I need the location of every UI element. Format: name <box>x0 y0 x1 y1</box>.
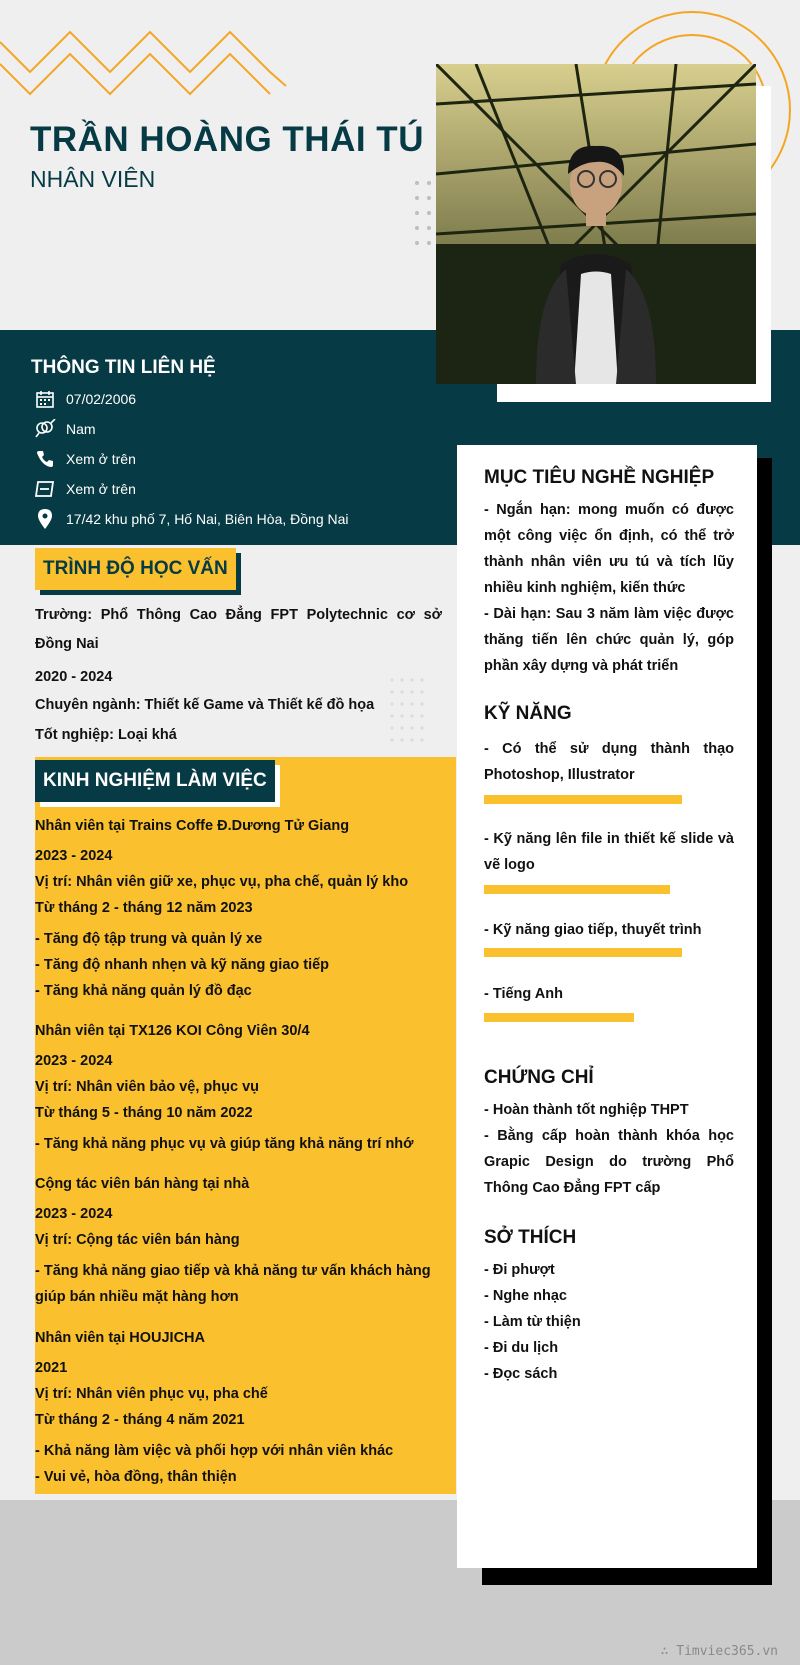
job-point: - Tăng khả năng giao tiếp và khả năng tư vấn khách hàng giúp bán nhiều mặt hàng hơn <box>35 1263 431 1305</box>
watermark-text: Timviec365.vn <box>676 1644 778 1659</box>
skill-text: - Tiếng Anh <box>484 986 563 1002</box>
job-years: 2023 - 2024 <box>35 1206 113 1222</box>
certificate-item: - Hoàn thành tốt nghiệp THPT <box>484 1102 689 1118</box>
experience-job-3 <box>35 1171 450 1310</box>
contact-phone-text: Xem ở trên <box>66 451 136 467</box>
education-major: Chuyên ngành: Thiết kế Game và Thiết kế đồ họa <box>35 697 375 713</box>
hobby-item: - Nghe nhạc <box>484 1288 567 1304</box>
gender-icon <box>34 418 56 440</box>
zigzag-decoration <box>0 30 290 102</box>
experience-job-4 <box>35 1325 450 1490</box>
hobbies-section <box>484 1227 734 1387</box>
skills-title-wrap <box>484 703 734 725</box>
contact-gender <box>34 416 454 442</box>
certificates-title: CHỨNG CHỈ <box>484 1067 594 1088</box>
email-icon <box>34 478 56 500</box>
skill-bar-1 <box>484 795 682 804</box>
objective-long-term: - Dài hạn: Sau 3 năm làm việc được thăng tiến lên chức quản lý, góp phần xây dựng và phát triển <box>484 606 734 674</box>
job-years: 2023 - 2024 <box>35 848 113 864</box>
job-position: Vị trí: Cộng tác viên bán hàng <box>35 1232 240 1248</box>
skill-bar-3 <box>484 948 682 957</box>
experience-job-1 <box>35 813 450 1004</box>
contact-gender-text: Nam <box>66 421 96 437</box>
education-years: 2020 - 2024 <box>35 669 113 685</box>
job-period: Từ tháng 5 - tháng 10 năm 2022 <box>35 1105 253 1121</box>
skill-text: - Kỹ năng giao tiếp, thuyết trình <box>484 922 702 938</box>
job-period: Từ tháng 2 - tháng 4 năm 2021 <box>35 1412 245 1428</box>
contact-phone <box>34 446 454 472</box>
contact-email-text: Xem ở trên <box>66 481 136 497</box>
candidate-name: TRẦN HOÀNG THÁI TÚ <box>30 120 424 159</box>
contact-title: THÔNG TIN LIÊN HỆ <box>31 357 216 378</box>
job-period: Từ tháng 2 - tháng 12 năm 2023 <box>35 900 253 916</box>
contact-address <box>34 506 454 532</box>
phone-icon <box>34 448 56 470</box>
contact-birthdate <box>34 386 454 412</box>
skill-item-3 <box>484 917 734 943</box>
certificate-item: - Bằng cấp hoàn thành khóa học Grapic Design do trường Phổ Thông Cao Đẳng FPT cấp <box>484 1128 734 1196</box>
dots-decoration-small <box>388 676 428 742</box>
education-grade: Tốt nghiệp: Loại khá <box>35 727 177 743</box>
objective-short-term: - Ngắn hạn: mong muốn có được một công việc ổn định, có thể trở thành nhân viên ưu tú và tích lũy nhiều kinh nghiệm, kiến thức <box>484 502 734 596</box>
job-years: 2021 <box>35 1360 68 1376</box>
job-years: 2023 - 2024 <box>35 1053 113 1069</box>
job-company: Nhân viên tại Trains Coffe Đ.Dương Tử Giang <box>35 818 350 834</box>
skills-title: KỸ NĂNG <box>484 703 572 724</box>
objective-section <box>484 467 734 679</box>
skill-text: - Kỹ năng lên file in thiết kế slide và vẽ logo <box>484 831 734 873</box>
job-point: - Vui vẻ, hòa đồng, thân thiện <box>35 1469 237 1485</box>
job-company: Nhân viên tại HOUJICHA <box>35 1330 205 1346</box>
experience-job-2 <box>35 1018 450 1157</box>
contact-email <box>34 476 454 502</box>
hobby-item: - Đi phượt <box>484 1262 555 1278</box>
job-point: - Tăng độ nhanh nhẹn và kỹ năng giao tiếp <box>35 957 330 973</box>
right-panel <box>457 445 757 1568</box>
certificates-section <box>484 1067 734 1201</box>
job-company: Cộng tác viên bán hàng tại nhà <box>35 1176 250 1192</box>
skill-item-2 <box>484 826 734 878</box>
dots-decoration <box>412 178 438 248</box>
job-position: Vị trí: Nhân viên giữ xe, phục vụ, pha chế, quản lý kho <box>35 874 409 890</box>
job-point: - Tăng khả năng phục vụ và giúp tăng khả năng trí nhớ <box>35 1136 414 1152</box>
experience-title: KINH NGHIỆM LÀM VIỆC <box>35 760 275 802</box>
calendar-icon <box>34 388 56 410</box>
job-position: Vị trí: Nhân viên bảo vệ, phục vụ <box>35 1079 259 1095</box>
job-point: - Tăng độ tập trung và quản lý xe <box>35 931 263 947</box>
job-point: - Tăng khả năng quản lý đồ đạc <box>35 983 252 999</box>
objective-title: MỤC TIÊU NGHỀ NGHIỆP <box>484 467 715 488</box>
job-point: - Khả năng làm việc và phối hợp với nhân viên khác <box>35 1443 394 1459</box>
watermark: ∴ Timviec365.vn <box>660 1644 778 1659</box>
skill-bar-2 <box>484 885 670 894</box>
job-company: Nhân viên tại TX126 KOI Công Viên 30/4 <box>35 1023 310 1039</box>
education-school: Trường: Phổ Thông Cao Đẳng FPT Polytechnic cơ sở Đồng Nai <box>35 607 442 652</box>
job-position: Vị trí: Nhân viên phục vụ, pha chế <box>35 1386 268 1402</box>
contact-birthdate-text: 07/02/2006 <box>66 391 137 407</box>
candidate-role: NHÂN VIÊN <box>30 166 156 192</box>
hobby-item: - Đi du lịch <box>484 1340 559 1356</box>
skill-item-1 <box>484 736 734 788</box>
contact-address-text: 17/42 khu phố 7, Hố Nai, Biên Hòa, Đồng Nai <box>66 511 349 527</box>
skill-text: - Có thể sử dụng thành thạo Photoshop, Illustrator <box>484 741 734 783</box>
skill-item-4 <box>484 981 734 1007</box>
hobby-item: - Đọc sách <box>484 1366 558 1382</box>
hobby-item: - Làm từ thiện <box>484 1314 581 1330</box>
location-pin-icon <box>34 508 56 530</box>
profile-photo <box>436 64 756 384</box>
education-title: TRÌNH ĐỘ HỌC VẤN <box>35 548 236 590</box>
skill-bar-4 <box>484 1013 634 1022</box>
hobbies-title: SỞ THÍCH <box>484 1227 577 1248</box>
